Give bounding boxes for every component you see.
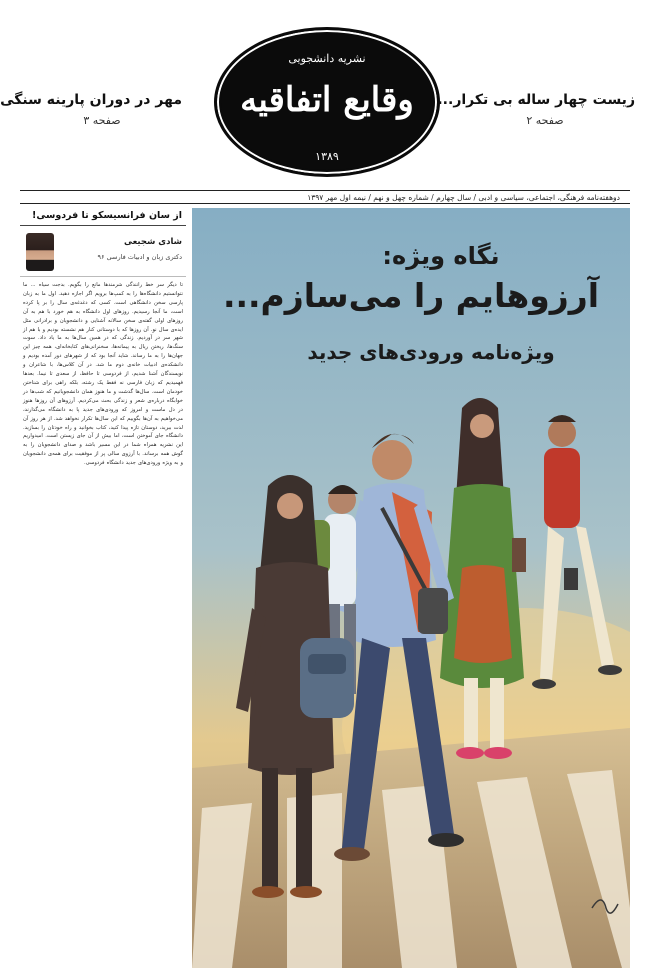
editorial-column <box>20 208 186 968</box>
author-byline <box>20 229 186 277</box>
cover-kicker: نگاه ویژه: <box>382 242 500 270</box>
masthead-rule-bottom <box>20 203 630 204</box>
masthead <box>0 0 650 190</box>
teaser-right-page: صفحه ۲ <box>526 114 564 127</box>
author-role: دکتری زبان و ادبیات فارسی ۹۶ <box>97 253 182 261</box>
logo-year: ۱۳۸۹ <box>315 150 339 163</box>
cover-illustration <box>192 208 630 968</box>
masthead-rule-top <box>20 190 630 191</box>
newspaper-logo <box>214 27 440 177</box>
logo-title: وقایع اتفاقیه <box>240 80 414 120</box>
author-avatar <box>26 233 54 271</box>
column-heading[interactable]: از سان فرانسیسکو تا فردوسی! <box>20 208 186 226</box>
cover-headline: آرزوهایم را می‌سازم... <box>222 276 600 315</box>
author-name: شادی شجیعی <box>123 237 182 247</box>
cover-subhead: ویژه‌نامه ورودی‌های جدید <box>307 340 555 364</box>
teaser-left-page: صفحه ۳ <box>83 114 121 127</box>
logo-kicker: نشریه دانشجویی <box>288 52 366 65</box>
column-body-text: تا دیگر سر خط رانندگی شرمندها مانع را بگویم. بدجت سیاه ... ما نتوانستیم دانشگاه‌ها را به کمپ‌ها برویم اگر اجازه دهید. اول ما به زبان پارسی سخن دانشگاهی است. کسی که دغدغه‌ی سال را بر پا کرده است، ما آنجا رسیدیم. روزهای اول دانشگاه به هم خورد با هم به آن روزهای اولی گفته‌ی سخن سالانه آشنایی و دانشجویان و برادرانی مثل ایده‌ی سال نو. آن روزها که با دوستانی کنار هم نشسته بودیم و با هم از شهر سر در آوردیم. زندگی که در همین سال‌ها به ما یاد داد. سوت سنگ‌ها، ریختن ریال به پیمانه‌ها، سخنرانی‌های کتابخانه‌ای، همه چیز این جهان‌ها را به ما رساند. شاید آنجا بود که از شهرهای دور آمده بودیم و دانشکده‌ی ادبیات خانه‌ی دوم ما شد. در آن کلاس‌ها، با شاعران و نویسندگان آشنا شدیم، از فردوسی تا حافظ، از سعدی تا نیما. بعدها فهمیدیم که زبان فارسی نه فقط یک رشته، بلکه راهی برای شناختن خودمان است. سال‌ها گذشت و ما هنوز همان دانشجویانیم که شب‌ها در خوابگاه درباره‌ی شعر و زندگی بحث می‌کردیم. آرزوهای آن روزها هنوز در دل ماست و امروز که ورودی‌های جدید پا به دانشگاه می‌گذارند، می‌خواهیم به آن‌ها بگوییم که این سال‌ها تکرار نخواهد شد. از هر روز آن لذت ببرید، دوستان تازه پیدا کنید، کتاب بخوانید و راه خودتان را بسازید. دانشگاه جای آموختن است، اما بیش از آن جای زیستن است. امیدواریم این نشریه همراه شما در این مسیر باشد و صدای دانشجویان را به گوش همه برساند. با آرزوی سالی پر از موفقیت برای همه‌ی دانشجویان و به ویژه ورودی‌های جدید دانشگاه فردوسی. <box>23 282 183 467</box>
teaser-right[interactable] <box>437 92 635 127</box>
issue-info-line: دوهفته‌نامه فرهنگی، اجتماعی، سیاسی و ادبی / سال چهارم / شماره چهل و نهم / نیمه اول مهر ۱۳۹۷ <box>307 193 620 202</box>
teaser-right-title[interactable]: زیست چهار ساله بی تکرار... <box>437 92 635 108</box>
cover-artwork <box>192 208 630 968</box>
teaser-left[interactable] <box>0 92 182 127</box>
teaser-left-title[interactable]: مهر در دوران پارینه سنگی <box>0 92 182 108</box>
